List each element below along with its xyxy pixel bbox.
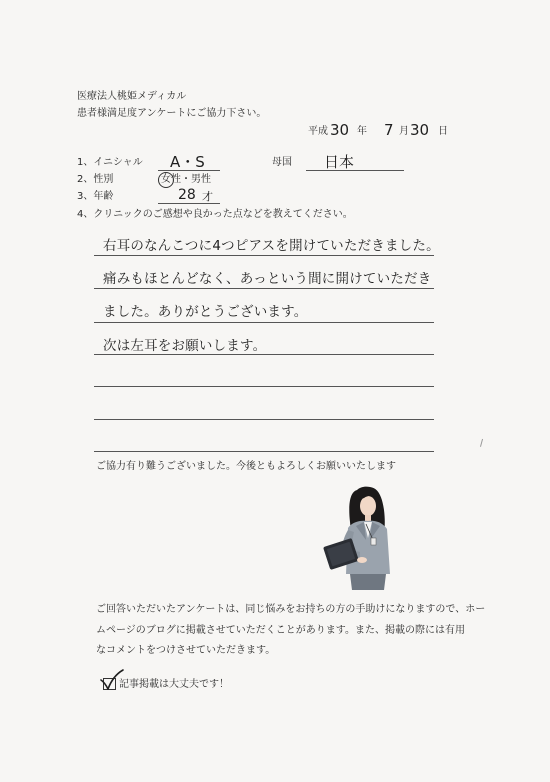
question-4-label: 4、クリニックのご感想や良かった点などを教えてください。 [77,209,353,220]
date-era: 平成 [308,126,328,137]
age-label: 3、年齢 [77,191,114,202]
date-day: 30 [410,121,430,139]
answer-rule-3 [94,322,434,323]
initial-value: A・S [170,153,205,171]
consent-label: 記事掲載は大丈夫です！ [119,679,229,690]
answer-rule-5 [94,386,434,387]
age-underline [158,203,220,204]
date-day-unit: 日 [438,126,448,137]
answer-line-1: 右耳のなんこつに4つピアスを開けていただきました。 [103,238,440,254]
initial-underline [158,170,220,171]
answer-rule-1 [94,255,434,256]
country-label: 母国 [272,157,292,168]
gender-options: 女性・男性 [161,174,211,185]
staff-woman-illustration [320,482,410,592]
answer-rule-7 [94,451,434,452]
notice-line-1: ご回答いただいたアンケートは、同じ悩みをお持ちの方の手助けになりますので、ホー [96,604,486,615]
answer-line-2: 痛みもほとんどなく、あっという間に開けていただき [103,271,432,287]
answer-rule-4 [94,354,434,355]
thanks-message: ご協力有り難うございました。今後ともよろしくお願いいたします [96,461,396,472]
date-year: 30 [330,121,350,139]
answer-rule-2 [94,288,434,289]
answer-rule-6 [94,419,434,420]
gender-selected-circle [158,172,174,188]
date-year-unit: 年 [357,126,367,137]
stray-mark [480,439,484,447]
date-month: 7 [384,121,394,139]
age-unit: 才 [202,190,213,203]
age-value: 28 [178,187,196,203]
country-value: 日本 [324,153,355,171]
survey-request: 患者様満足度アンケートにご協力下さい。 [77,108,267,119]
answer-line-3: ました。ありがとうございます。 [103,304,308,320]
clinic-name: 医療法人桃姫メディカル [77,91,187,102]
initial-label: 1、イニシャル [77,157,143,168]
date-month-unit: 月 [399,126,409,137]
gender-label: 2、性別 [77,174,114,185]
notice-line-3: なコメントをつけさせていただきます。 [96,645,276,656]
answer-line-4: 次は左耳をお願いします。 [103,338,267,354]
country-underline [306,170,404,171]
notice-line-2: ムページのブログに掲載させていただくことがあります。また、掲載の際には有用 [96,625,465,636]
